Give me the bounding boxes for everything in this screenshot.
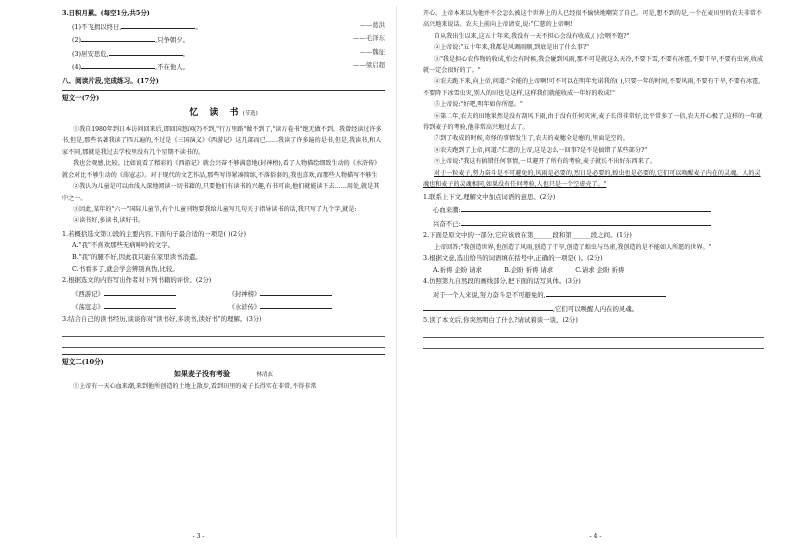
short2-label: 短文二(10分) [62,357,104,366]
page-4 [397,0,794,547]
short2-title-row [62,368,385,381]
page-number: - 3 - [192,533,205,540]
story-paragraph: ⑦到了收成的时候,奇怪的事情发生了,农夫的麦穗全是瘪的,里面是空的。 [434,135,629,143]
q3-pre: (3)居安思危, [72,49,109,58]
q3-heading: 3.日积月累。(每空1分,共5分) [62,9,150,17]
r-q3-options [423,265,764,277]
story-paragraph: ⑥第二年,农夫的田地果然是没有刮风下雨,由于没有任何灾害,麦子长得非常好,比平常多了一倍,农夫开心极了,这样的一年就得到麦子的考验,他非常高兴地过去了。 [423,112,763,132]
r-q1-word: 心血来潮: [433,206,461,215]
r-q3-option[interactable]: B.企盼 祈祷 请求 [504,265,554,274]
answer-line[interactable] [423,327,764,338]
r-q5-question: 5.读了本文后,你突然明白了什么?请试着谈一谈。(2分) [423,316,578,325]
q3-item [62,60,385,74]
answer-blank[interactable] [104,287,176,296]
story-paragraph: ⑤上帝说:"好吧,明年如你所愿。" [434,101,523,109]
q2-book-name: 《荡寇志》 [72,303,104,312]
q2-question: 2.根据选文的内容写出作者对下列书籍的评价。(2分) [62,276,212,285]
r-q4-lead: 对于一个人来说,努力奋斗是不可避免的, [433,291,546,300]
story-paragraph: ②上帝说:"五十年来,我都是风调雨顺,到底是出了什么事?" [434,44,589,52]
answer-blank[interactable] [260,287,332,296]
q2-book-item [72,287,229,301]
q1-option[interactable]: C.书看多了,就会学会辨别真伪,比较。 [72,264,179,273]
q3-post: ,不在他人。 [155,63,190,72]
r-q2-question: 2.下面是原文中的一部分,它应该放在第______段和第______段之间。(1分) [423,231,632,240]
answer-blank[interactable] [109,47,183,56]
section8-heading: 八、阅读片段,完成练习。(17分) [62,76,159,85]
r-q1-question: 1.联系上下文,理解文中加点词语的意思。(2分) [423,192,556,201]
answer-blank[interactable] [461,217,711,226]
story-paragraph: 自从我出生以来,这五十年来,我没有一天不担心会没有收成,( )会喂不饱?" [434,32,630,40]
short1-body [62,124,385,227]
r-q1-words [423,203,764,230]
r-q4-fill [423,288,764,302]
answer-line[interactable] [62,337,385,348]
q3-item [62,33,385,47]
q2-book-item [229,300,386,314]
short1-paragraph: ④读书好,多读书,读好书。 [73,217,144,225]
q3-pre: (1)不飞揖以终日, [72,22,122,31]
r-q3-option[interactable]: A.祈祷 企盼 请求 [433,265,483,274]
q3-source: ——毛泽东 [353,34,385,43]
q3-post: ,只争朝夕。 [155,36,190,45]
story-paragraph: ④农夫跪下来,向上帝,问道:"全能的上帝啊!可不可以在明年允诺我的( ),只要一年的时间,不要风雨,不要有干旱,不要有冰雹,不要降下冰雪虫灾,别人的田也是这样,这样我们就能收成一年好的收成!" [423,78,761,97]
r-q1-word-row [423,217,764,231]
answer-blank[interactable] [423,302,553,311]
short1-paragraph: 我也会观感,比较。比如说看了精彩的《西游记》就会兴奋不够满意地(封神榜),看了人物描绘细致生动的《水浒传》就会对比不够生动的《荡寇志》。对于现代的文艺作品,那些写得紧凑简练,不落俗套的,我也喜欢,而那些人物描写不够生 [62,160,381,179]
short1-title-text: 忆 读 书 [189,107,243,118]
q2-book-item [229,287,386,301]
answer-line[interactable] [423,338,764,349]
underlined-passage: 对于一粒麦子,努力奋斗是不可避免的,风雨是必要的,烈日是必要的,蝗虫也是必要的,它们可以唤醒麦子内在的灵魂。人的灵魂也和麦子的灵魂相同,如果没有任何考验,人也只是一个空虚壳了。" [423,169,761,189]
q2-book-name: 《西游记》 [72,289,104,298]
short1-label: 短文一(7分) [62,93,100,102]
r-q4-tail: ,它们可以唤醒人内在的灵魂。 [553,304,639,313]
answer-blank[interactable] [81,60,155,69]
answer-line[interactable] [62,326,385,337]
q1-option[interactable]: B."我"的腿不好,因此我只能在家里读书消遣。 [72,253,202,261]
q3-item-text [72,20,202,34]
short1-paragraph: ①我自1980年到日本访问回来后,即回国悠闲(?)不到,"行万里路"做不到了,"读万卷书"绝无做不到。我曾经读过许多书,但是,那些名著我读了四五遍的,不过是《三国演义》《西游记》这几部而已……我读了许多遍的是书,但是,我读书,和人家不同,那就是我过去学校里没有几个星期不读书的。 [62,125,382,156]
answer-blank[interactable] [121,20,195,29]
q3-list [62,20,385,74]
answer-blank[interactable] [546,288,666,297]
q3-post: 。 [195,22,202,31]
answer-blank[interactable] [104,300,176,309]
short1-paragraph: ③因此,某年的"六一"国际儿童节,有个儿童刊物要我给儿童写几句关于指导读书的话,我只写了九个字,就是: [73,206,357,213]
story-paragraph: 开心。上帝本来以为他并不会怎么被这个世界上的人已经很不愉快地嘲笑了自己。可是,想不到的是,一个在麦田里的农夫非常不高兴地来说话。农夫上前向上帝请安,说:"仁慈的上帝啊! [423,10,763,29]
q3-item [62,47,385,61]
divider [62,354,385,355]
q3-source: ——梁启超 [353,61,385,70]
short2-body [423,8,764,168]
r-q1-word: 兴奋不已: [433,219,461,228]
short2-title: 如果麦子没有考验 [174,368,231,378]
q3-pre: (2) [72,36,82,45]
q2-book-name: 《封神榜》 [228,289,261,298]
r-q3-option[interactable]: C.请求 企盼 祈祷 [575,265,625,274]
q2-book-item [72,300,229,314]
q3-post: 。 [182,49,190,58]
answer-blank[interactable] [260,300,332,309]
q3-pre: (4) [72,63,82,72]
r-q3-question: 3.根据文意,选出恰当的词语填在括号中,正确的一项是( )。(2分) [423,254,603,263]
q3-item [62,20,385,34]
q3-item-text [72,60,189,74]
divider [62,90,385,91]
answer-blank[interactable] [461,203,711,212]
q2-book-name: 《水浒传》 [228,303,261,312]
short1-subtitle: (节选) [242,110,258,117]
q1-option[interactable]: A."我"不喜欢那些无病呻吟的文字。 [72,241,174,250]
story-paragraph: ⑧农夫跑到了上帝,问道:"仁慈的上帝,这是怎么一回事?是不是搞错了某些部分?" [434,146,648,154]
short1-paragraph: ②我认为儿童是可以由浅入深地阅读一切书籍的,只要他们有读书的兴趣,有书可读,他们就能读下去……用处,就是其中之一。 [62,183,380,202]
q1-question: 1.若概括选文第①段的主要内容,下面句子最合适的一项是( )(2分) [62,229,246,238]
q3-item-text [72,47,189,61]
r-q4-question: 4.仿照第九自然段的画线部分,把下面的话写具体。(3分) [423,277,581,286]
short2-first-para: ①上帝有一天心血来潮,来到他所创造的土地上散步,看到田里的麦子长得实在非常,不得非常 [73,382,317,390]
r-q4-fill-2 [423,302,764,316]
story-paragraph: ⑨上帝说:"我这有搞错任何事情,一旦避开了所有的考验,麦子就长不出好东西来了。 [434,158,657,166]
short1-title [62,106,385,122]
q3-item-text [72,33,189,47]
q3-source: ——葛洪 [359,20,385,29]
short2-author: 林清玄 [256,371,273,378]
q3-source: ——魏征 [359,47,385,56]
q3b-question: 3.结合自己的读书经历,谈谈你对"读书好,多读书,读好书"的理解。(3分) [62,314,262,323]
page-number: - 4 - [589,533,602,540]
story-paragraph: ③"我是担心农作物的收成,怕会有时候,我会碰到风雨,那不可是就这么天冷,不要下雪,不要有冰雹,不要干旱,不要有虫害,收成就一定会很好的了。" [423,55,764,75]
r-q1-word-row [423,203,764,217]
q2-books [62,287,385,314]
q1-options [62,240,385,275]
r-q2-quote: 上帝回答:"我创造世界,也创造了风雨,创造了干旱,创造了蝗虫与鸟雀,我创造的是不能如人所愿的世界。" [434,243,712,251]
answer-blank[interactable] [81,33,155,42]
